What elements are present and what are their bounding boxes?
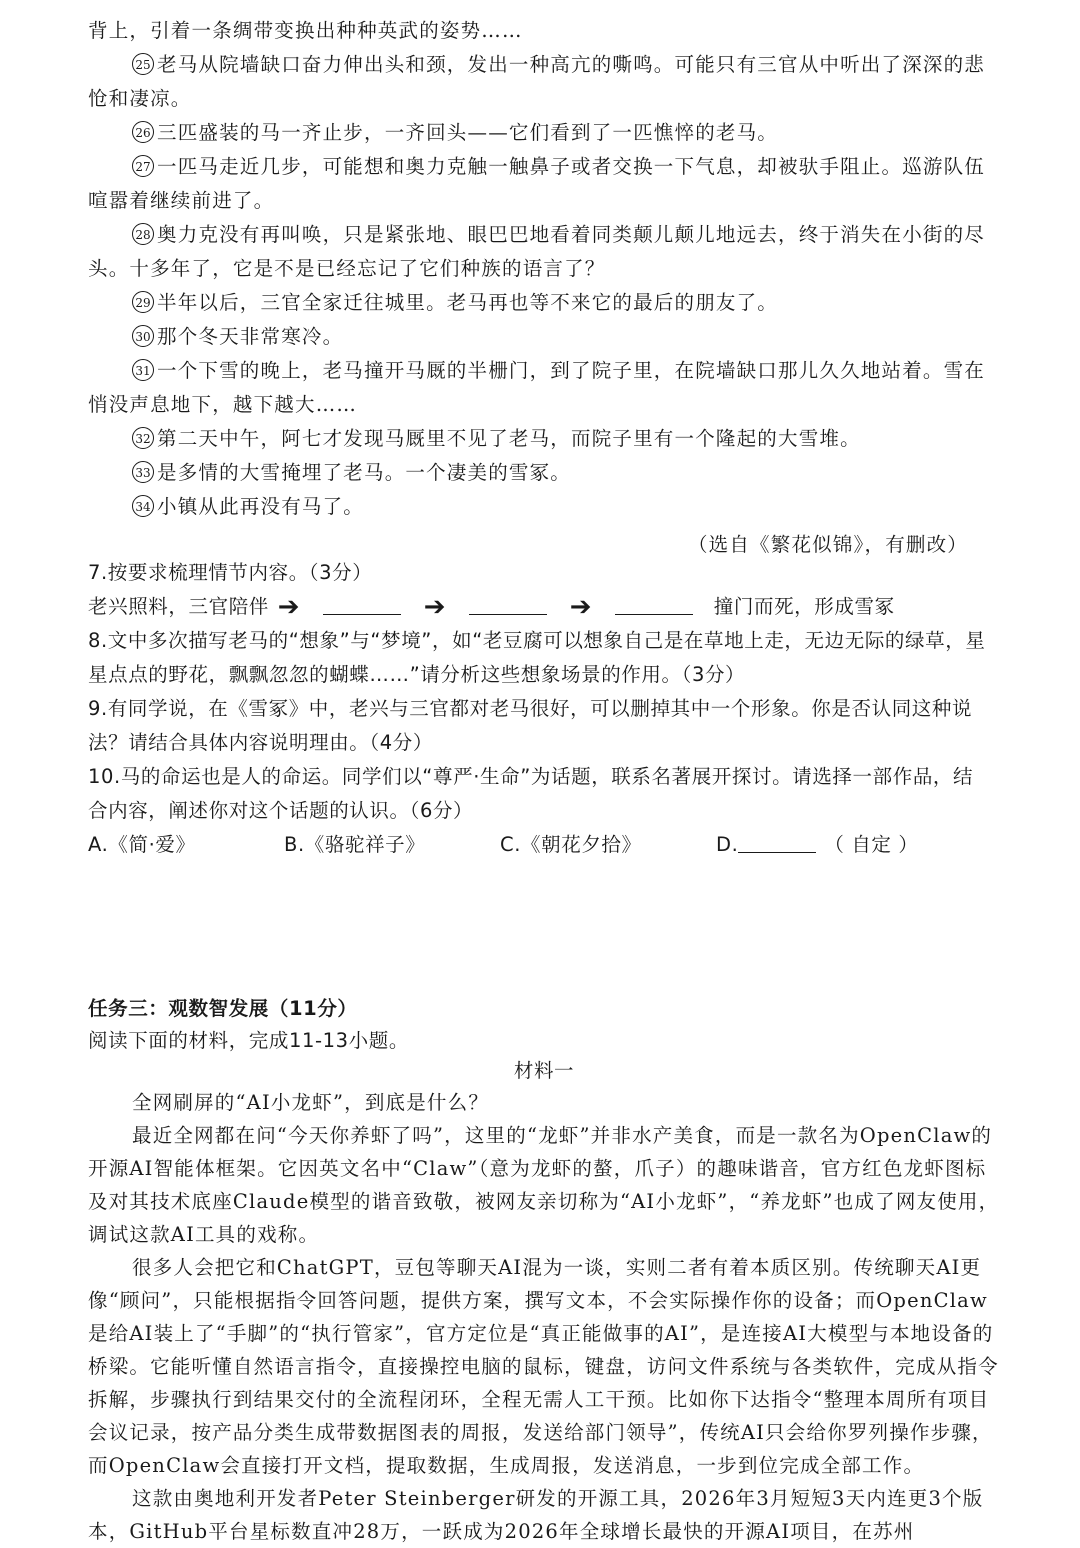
- story-paragraph: [88, 320, 988, 354]
- paragraph-text: 奥力克没有再叫唤，只是紧张地、眼巴巴地看着同类颠儿颠儿地远去，终于消失在小街的尽头。十多年了，它是不是已经忘记了它们种族的语言了？: [88, 223, 986, 280]
- story-intro: 背上，引着一条绸带变换出种种英武的姿势……: [88, 19, 523, 42]
- option-d[interactable]: [716, 828, 918, 862]
- story-paragraph: [88, 48, 988, 116]
- plot-start: 老兴照料，三官陪伴: [88, 595, 269, 618]
- story-paragraph: [88, 456, 988, 490]
- option-d-note: （ 自定 ）: [824, 833, 919, 856]
- story-source: （选自《繁花似锦》，有删改）: [687, 533, 968, 556]
- option-a[interactable]: A.《简·爱》: [88, 833, 196, 856]
- question-10-options: [88, 828, 988, 862]
- answer-blank-2[interactable]: [469, 594, 547, 615]
- material-paragraph: 全网刷屏的“AI小龙虾”，到底是什么？: [132, 1091, 490, 1114]
- question-7-plot-chain: [88, 590, 988, 624]
- paragraph-text: 一匹马走近几步，可能想和奥力克触一触鼻子或者交换一下气息，却被驮手阻止。巡游队伍喧嚣着继续前进了。: [88, 155, 986, 212]
- option-b[interactable]: B.《骆驼祥子》: [284, 833, 426, 856]
- paragraph-number: 30: [132, 325, 154, 347]
- material-paragraph: 最近全网都在问“今天你养虾了吗”，这里的“龙虾”并非水产美食，而是一款名为OpenClaw的开源AI智能体框架。它因英文名中“Claw”（意为龙虾的螯，爪子）的趣味谐音，官方红色龙虾图标及对其技术底座Claude模型的谐音致敬，被网友亲切称为“AI小龙虾”，“养龙虾”也成了网友使用，调试这款AI工具的戏称。: [88, 1124, 1000, 1246]
- arrow-icon: ➔: [423, 592, 447, 622]
- paragraph-number: 31: [132, 359, 154, 381]
- option-d-label: D.: [716, 833, 739, 856]
- option-c[interactable]: C.《朝花夕拾》: [500, 833, 642, 856]
- answer-blank-1[interactable]: [323, 594, 401, 615]
- story-paragraph: [88, 150, 988, 218]
- task3-instruction: 阅读下面的材料，完成11-13小题。: [88, 1029, 409, 1052]
- option-d-blank[interactable]: [738, 832, 816, 853]
- plot-end: 撞门而死，形成雪冢: [713, 595, 895, 618]
- paragraph-number: 34: [132, 495, 154, 517]
- paragraph-number: 32: [132, 427, 154, 449]
- paragraph-number: 33: [132, 461, 154, 483]
- paragraph-text: 一个下雪的晚上，老马撞开马厩的半栅门，到了院子里，在院墙缺口那儿久久地站着。雪在悄没声息地下，越下越大……: [88, 359, 986, 416]
- story-paragraph: [88, 354, 988, 422]
- paragraph-text: 半年以后，三官全家迁往城里。老马再也等不来它的最后的朋友了。: [157, 291, 779, 314]
- arrow-icon: ➔: [277, 592, 301, 622]
- paragraph-text: 三匹盛装的马一齐止步，一齐回头——它们看到了一匹憔悴的老马。: [157, 121, 779, 144]
- story-section: [88, 14, 988, 562]
- story-paragraph: [88, 286, 988, 320]
- paragraph-text: 老马从院墙缺口奋力伸出头和颈，发出一种高亢的嘶鸣。可能只有三官从中听出了深深的悲怆和凄凉。: [88, 53, 986, 110]
- paragraph-text: 是多情的大雪掩埋了老马。一个凄美的雪冢。: [157, 461, 572, 484]
- story-paragraph: [88, 422, 988, 456]
- question-10: 10.马的命运也是人的命运。同学们以“尊严·生命”为话题，联系名著展开探讨。请选择一部作品，结合内容，阐述你对这个话题的认识。（6分）: [88, 765, 974, 822]
- paragraph-text: 那个冬天非常寒冷。: [157, 325, 344, 348]
- task3-section: [88, 992, 1000, 1548]
- question-8: 8.文中多次描写老马的“想象”与“梦境”，如“老豆腐可以想象自己是在草地上走，无边无际的绿草，星星点点的野花，飘飘忽忽的蝴蝶……”请分析这些想象场景的作用。（3分）: [88, 629, 986, 686]
- story-paragraph: [88, 490, 988, 524]
- story-paragraphs: [88, 48, 988, 524]
- material-paragraph: 很多人会把它和ChatGPT，豆包等聊天AI混为一谈，实则二者有着本质区别。传统聊天AI更像“顾问”，只能根据指令回答问题，提供方案，撰写文本，不会实际操作你的设备；而OpenClaw是给AI装上了“手脚”的“执行管家”，官方定位是“真正能做事的AI”，是连接AI大模型与本地设备的桥梁。它能听懂自然语言指令，直接操控电脑的鼠标，键盘，访问文件系统与各类软件，完成从指令拆解，步骤执行到结果交付的全流程闭环，全程无需人工干预。比如你下达指令“整理本周所有项目会议记录，按产品分类生成带数据图表的周报，发送给部门领导”，传统AI只会给你罗列操作步骤，而OpenClaw会直接打开文档，提取数据，生成周报，发送消息，一步到位完成全部工作。: [88, 1256, 999, 1477]
- paragraph-number: 29: [132, 291, 154, 313]
- paragraph-text: 小镇从此再没有马了。: [157, 495, 365, 518]
- material-paragraphs: [88, 1086, 1000, 1548]
- paragraph-number: 26: [132, 121, 154, 143]
- answer-blank-3[interactable]: [615, 594, 693, 615]
- questions-section: [88, 556, 988, 862]
- paragraph-text: 第二天中午，阿七才发现马厩里不见了老马，而院子里有一个隆起的大雪堆。: [157, 427, 861, 450]
- story-paragraph: [88, 218, 988, 286]
- task3-title: 任务三：观数智发展（11分）: [88, 997, 358, 1020]
- paragraph-number: 27: [132, 155, 154, 177]
- question-9: 9.有同学说，在《雪冢》中，老兴与三官都对老马很好，可以删掉其中一个形象。你是否认同这种说法？请结合具体内容说明理由。（4分）: [88, 697, 973, 754]
- paragraph-number: 28: [132, 223, 154, 245]
- arrow-icon: ➔: [569, 592, 593, 622]
- material-paragraph: 这款由奥地利开发者Peter Steinberger研发的开源工具，2026年3月短短3天内连更3个版本，GitHub平台星标数直冲28万，一跃成为2026年全球增长最快的开源AI项目，在苏州: [88, 1487, 984, 1543]
- question-7: 7.按要求梳理情节内容。（3分）: [88, 561, 373, 584]
- story-paragraph: [88, 116, 988, 150]
- material-title: 材料一: [513, 1059, 575, 1082]
- paragraph-number: 25: [132, 53, 154, 75]
